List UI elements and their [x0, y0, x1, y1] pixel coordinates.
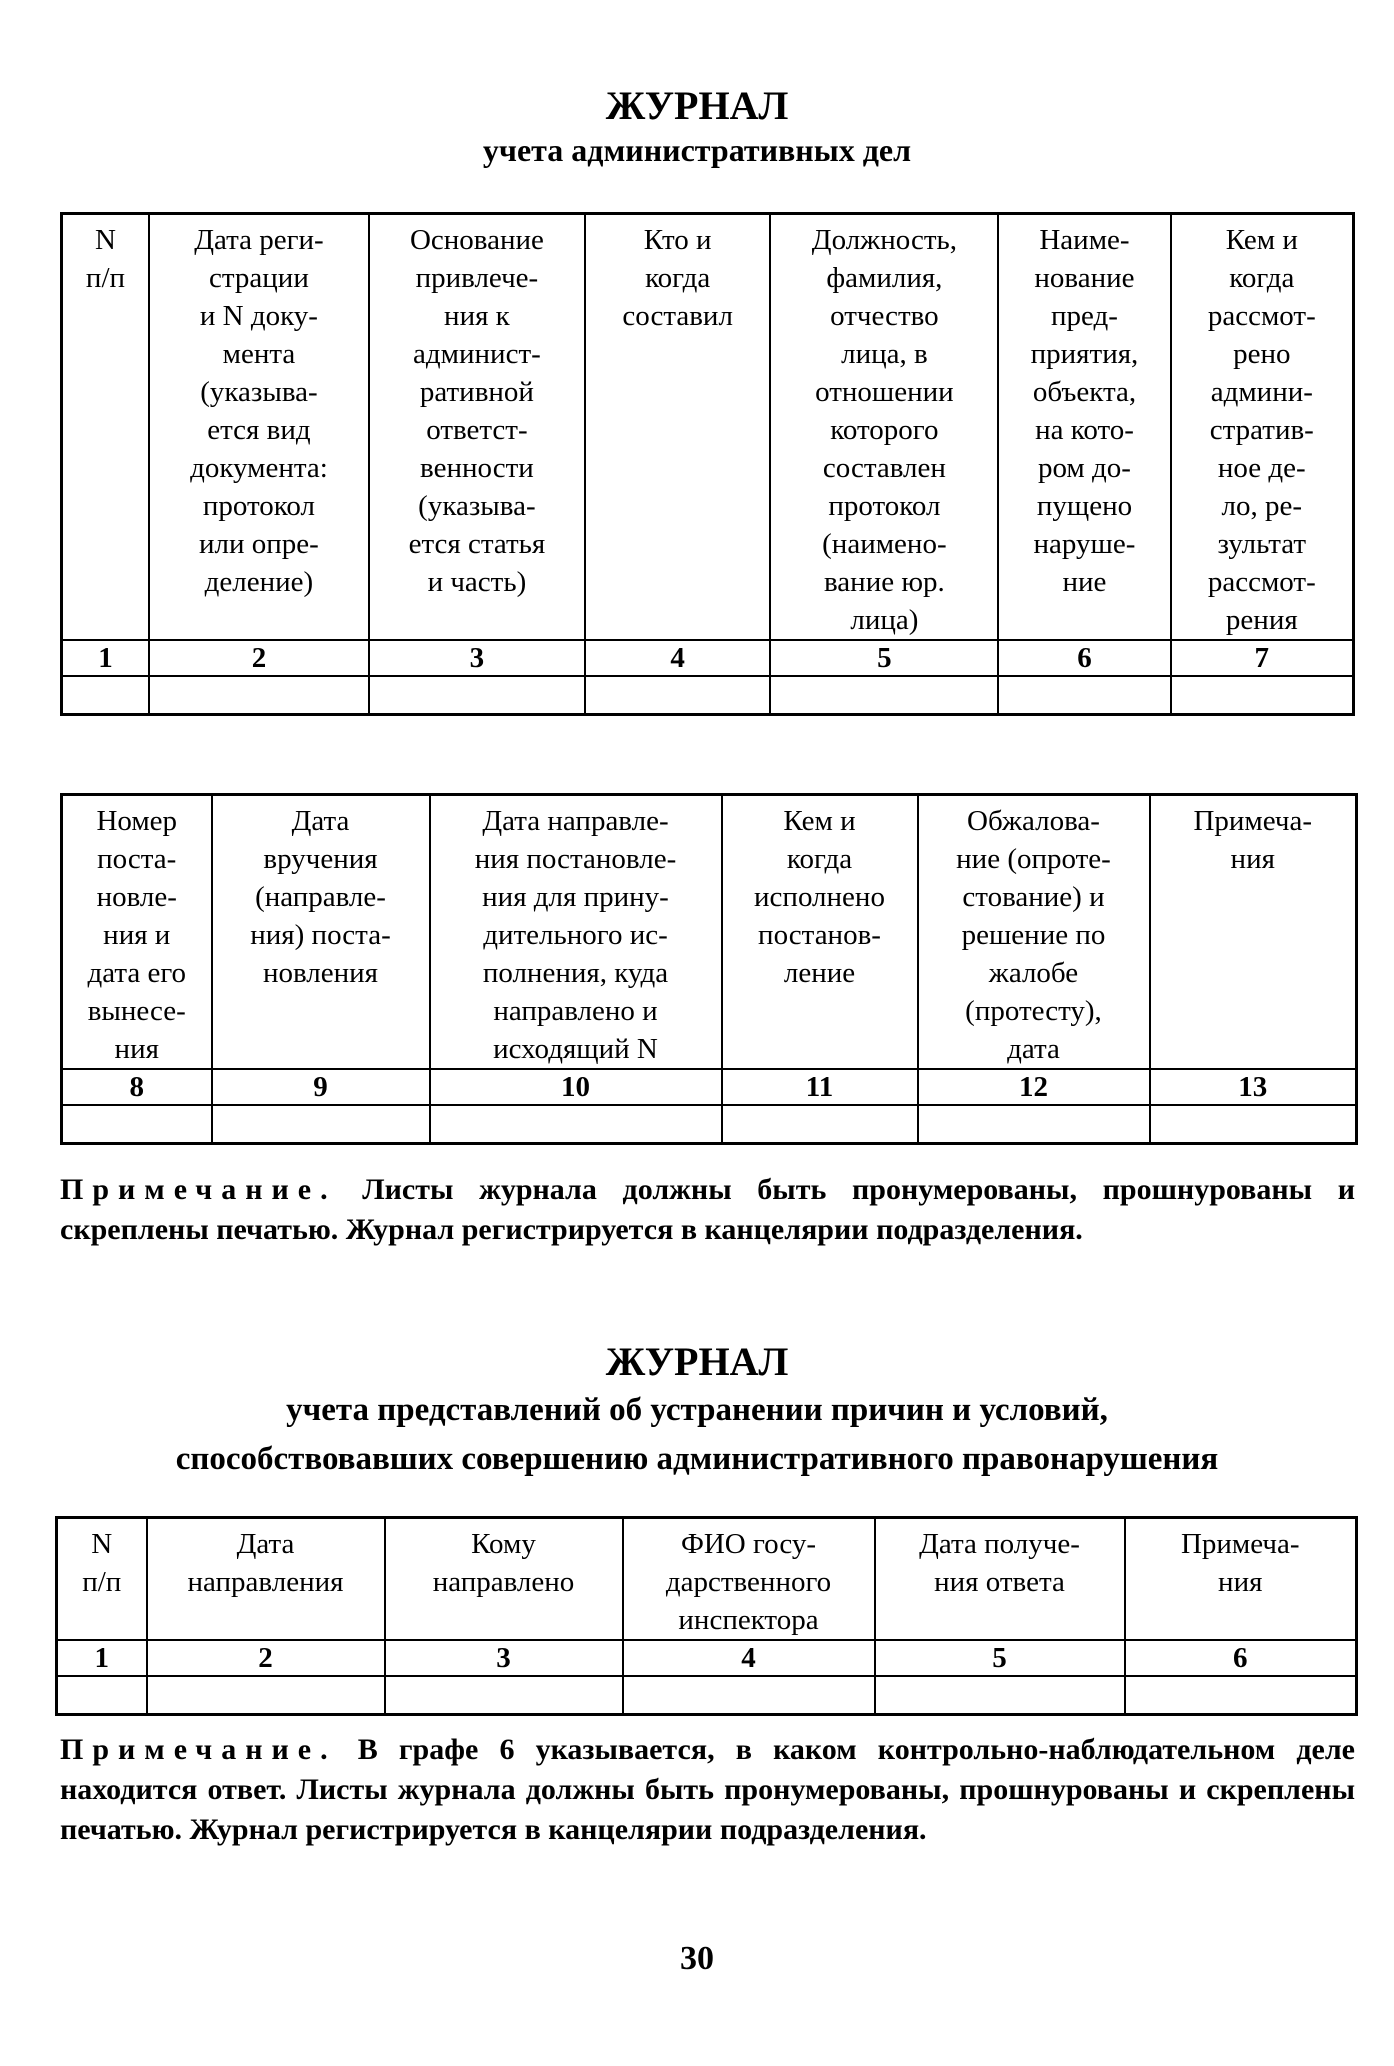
header-cell: Должность, фамилия, отчество лица, в отношении которого составлен протокол (наимено- вание юр. лица): [770, 214, 998, 641]
page-number: 30: [680, 1940, 714, 1977]
header-cell: Дата реги- страции и N доку- мента (указыва- ется вид документа: протокол или опре- деление): [149, 214, 369, 641]
empty-cell: [1150, 1105, 1357, 1144]
column-number: 4: [585, 640, 771, 676]
column-number: 9: [212, 1069, 430, 1105]
header-cell: N п/п: [62, 214, 149, 641]
empty-cell: [430, 1105, 722, 1144]
journal2-title: ЖУРНАЛ: [605, 1339, 789, 1384]
empty-cell: [62, 1105, 212, 1144]
empty-row: [62, 1105, 1357, 1144]
note-lead: Примечание.: [60, 1173, 337, 1206]
header-cell: Примеча- ния: [1150, 795, 1357, 1070]
empty-cell: [722, 1105, 918, 1144]
header-cell: Номер поста- новле- ния и дата его вынесе- ния: [62, 795, 212, 1070]
empty-cell: [623, 1676, 875, 1715]
header-cell: Кому направлено: [385, 1518, 623, 1641]
column-number: 12: [918, 1069, 1150, 1105]
journal2-subtitle-line1: учета представлений об устранении причин и условий,: [286, 1392, 1108, 1428]
column-number: 13: [1150, 1069, 1357, 1105]
header-cell: Кем и когда рассмот- рено админи- стратив- ное де- ло, ре- зультат рассмот- рения: [1171, 214, 1354, 641]
header-cell: Кем и когда исполнено постанов- ление: [722, 795, 918, 1070]
empty-cell: [585, 676, 771, 715]
column-number: 8: [62, 1069, 212, 1105]
empty-row: [57, 1676, 1357, 1715]
column-number: 6: [1125, 1640, 1357, 1676]
journal1-note: [60, 1170, 1355, 1250]
journal2-subtitle-line2: способствовавших совершению административного правонарушения: [175, 1441, 1219, 1477]
column-number: 11: [722, 1069, 918, 1105]
column-number: 7: [1171, 640, 1354, 676]
column-number: 2: [147, 1640, 385, 1676]
empty-cell: [57, 1676, 147, 1715]
header-cell: Дата получе- ния ответа: [875, 1518, 1125, 1641]
header-cell: ФИО госу- дарственного инспектора: [623, 1518, 875, 1641]
journal1-table-top: [60, 212, 1355, 716]
header-cell: Дата направления: [147, 1518, 385, 1641]
journal2-table: [55, 1516, 1358, 1716]
header-cell: Дата направле- ния постановле- ния для прину- дительного ис- полнения, куда направлено и исходящий N: [430, 795, 722, 1070]
empty-cell: [875, 1676, 1125, 1715]
header-cell: Примеча- ния: [1125, 1518, 1357, 1641]
header-cell: Обжалова- ние (опроте- стование) и решение по жалобе (протесту), дата: [918, 795, 1150, 1070]
header-cell: Основание привлече- ния к админист- ративной ответст- венности (указыва- ется статья и часть): [369, 214, 585, 641]
empty-cell: [998, 676, 1170, 715]
column-number: 5: [875, 1640, 1125, 1676]
column-number: 5: [770, 640, 998, 676]
journal2-note: [60, 1730, 1355, 1850]
header-cell: Кто и когда составил: [585, 214, 771, 641]
note-text: В графе 6 указывается, в каком контрольно-наблюдательном деле находится ответ. Листы журнала должны быть пронумерованы, прошнурованы и скреплены печатью. Журнал регистрируется в канцелярии подразделения.: [60, 1733, 1355, 1846]
empty-cell: [212, 1105, 430, 1144]
column-number: 3: [385, 1640, 623, 1676]
header-cell: Наиме- нование пред- приятия, объекта, на кото- ром до- пущено наруше- ние: [998, 214, 1170, 641]
column-number: 1: [62, 640, 149, 676]
header-cell: N п/п: [57, 1518, 147, 1641]
empty-cell: [770, 676, 998, 715]
empty-cell: [918, 1105, 1150, 1144]
column-number: 2: [149, 640, 369, 676]
empty-cell: [1125, 1676, 1357, 1715]
column-number: 1: [57, 1640, 147, 1676]
column-number: 10: [430, 1069, 722, 1105]
journal1-subtitle: учета административных дел: [482, 132, 912, 168]
column-number: 4: [623, 1640, 875, 1676]
note-text: Листы журнала должны быть пронумерованы, прошнурованы и скреплены печатью. Журнал регистрируется в канцелярии подразделения.: [60, 1173, 1355, 1246]
journal1-table-bottom: [60, 793, 1358, 1145]
empty-cell: [149, 676, 369, 715]
header-cell: Дата вручения (направле- ния) поста- новления: [212, 795, 430, 1070]
column-number: 6: [998, 640, 1170, 676]
empty-cell: [1171, 676, 1354, 715]
empty-cell: [385, 1676, 623, 1715]
empty-cell: [62, 676, 149, 715]
empty-cell: [147, 1676, 385, 1715]
empty-row: [62, 676, 1354, 715]
column-number: 3: [369, 640, 585, 676]
note-lead: Примечание.: [60, 1733, 337, 1766]
empty-cell: [369, 676, 585, 715]
journal1-title: ЖУРНАЛ: [605, 83, 789, 128]
